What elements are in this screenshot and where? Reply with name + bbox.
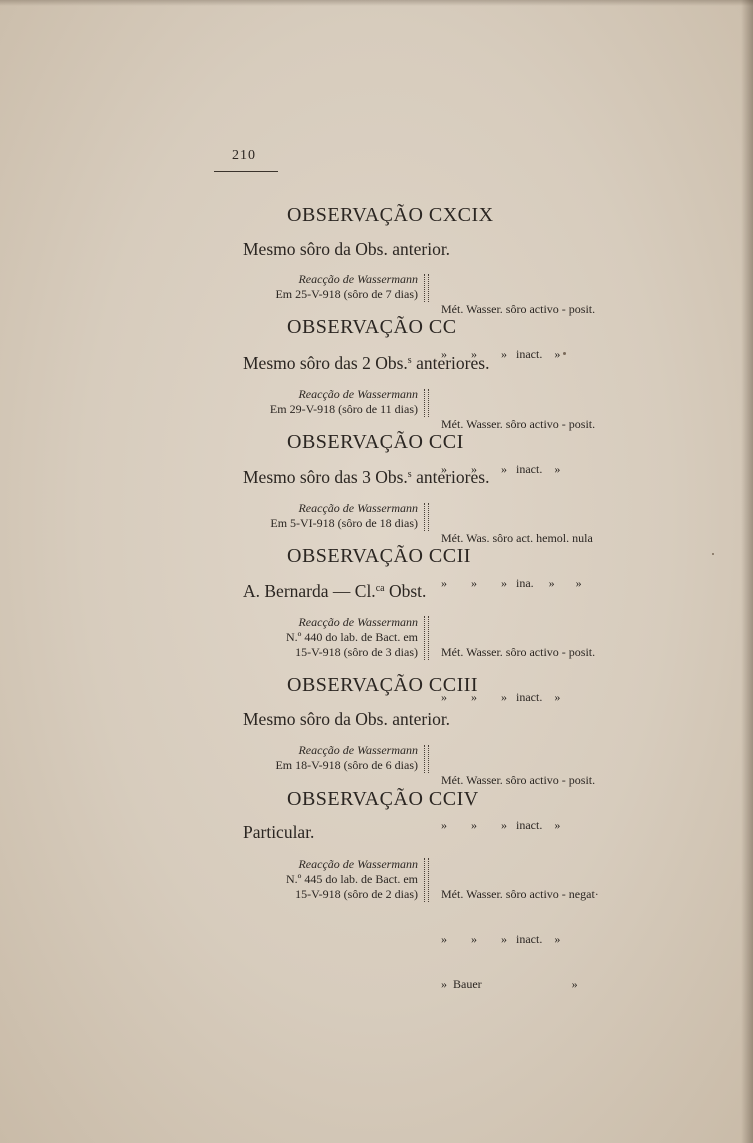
reaction-details (275, 272, 418, 302)
ink-speck (563, 352, 566, 355)
reaction-results (441, 272, 595, 392)
result-line: » » » inact. » (441, 818, 561, 832)
observation-title: OBSERVAÇÃO CCII (287, 545, 471, 567)
intro-text: Mesmo sôro das 2 Obs. (243, 353, 408, 373)
intro-text: anteriores. (411, 467, 490, 487)
observation-intro (243, 353, 489, 374)
intro-superscript: s (407, 469, 412, 480)
observation-intro (243, 581, 426, 602)
reaction-date: 15-V-918 (sôro de 2 dias) (295, 887, 418, 901)
observation-intro: Mesmo sôro da Obs. anterior. (243, 709, 451, 729)
result-line: » » » inact. » (441, 690, 561, 704)
result-line: » » » inact. » (441, 462, 561, 476)
reaction-details (270, 387, 418, 417)
reaction-date: Em 5-VI-918 (sôro de 18 dias) (270, 516, 418, 530)
reaction-details (286, 857, 418, 902)
column-separator (424, 389, 429, 417)
reaction-details (275, 743, 418, 773)
page-number-rule (214, 171, 278, 172)
column-separator (424, 858, 429, 902)
reaction-label: Reacção de Wassermann (298, 743, 418, 757)
reaction-label: Reacção de Wassermann (298, 857, 418, 871)
observation-title: OBSERVAÇÃO CCIII (287, 674, 479, 696)
intro-superscript: s (407, 355, 412, 366)
reaction-results (441, 387, 595, 507)
observation-title: OBSERVAÇÃO CCIV (287, 788, 479, 810)
intro-superscript: ca (375, 583, 385, 594)
reaction-label: Reacção de Wassermann (298, 272, 418, 286)
page-right-shadow (741, 0, 753, 1143)
intro-text: Obst. (384, 581, 427, 601)
ink-speck (712, 553, 714, 555)
reaction-lab-number: N.º 445 do lab. de Bact. em (285, 872, 418, 886)
reaction-label: Reacção de Wassermann (298, 615, 418, 629)
observation-title: OBSERVAÇÃO CXCIX (287, 204, 494, 226)
reaction-date: Em 25-V-918 (sôro de 7 dias) (275, 287, 418, 301)
result-line: Mét. Wasser. sôro activo - posit. (441, 417, 596, 431)
reaction-label: Reacção de Wassermann (298, 387, 418, 401)
column-separator (424, 503, 429, 531)
reaction-lab-number: N.º 440 do lab. de Bact. em (285, 630, 418, 644)
result-line: Mét. Wasser. sôro activo - posit. (441, 773, 596, 787)
reaction-date: 15-V-918 (sôro de 3 dias) (295, 645, 418, 659)
reaction-results (441, 857, 599, 1022)
result-line: » » » inact. » (441, 932, 561, 946)
reaction-details (270, 501, 418, 531)
page-number: 210 (232, 148, 256, 163)
result-line: » Bauer » (441, 977, 578, 991)
page-top-shadow (0, 0, 753, 6)
result-line: » » » ina. » » (441, 576, 582, 590)
column-separator (424, 745, 429, 773)
intro-text: anteriores. (411, 353, 490, 373)
reaction-details (286, 615, 418, 660)
intro-text: Mesmo sôro das 3 Obs. (243, 467, 408, 487)
result-line: Mét. Was. sôro act. hemol. nula (441, 531, 593, 545)
observation-title: OBSERVAÇÃO CC (287, 316, 457, 338)
reaction-date: Em 18-V-918 (sôro de 6 dias) (275, 758, 418, 772)
reaction-label: Reacção de Wassermann (298, 501, 418, 515)
reaction-date: Em 29-V-918 (sôro de 11 dias) (269, 402, 418, 416)
column-separator (424, 274, 429, 302)
observation-intro: Mesmo sôro da Obs. anterior. (243, 239, 451, 259)
column-separator (424, 616, 429, 660)
result-line: Mét. Wasser. sôro activo - negat· (441, 887, 599, 901)
observation-intro (243, 467, 489, 488)
result-line: Mét. Wasser. sôro activo - posit. (441, 302, 596, 316)
intro-text: A. Bernarda — Cl. (243, 581, 376, 601)
result-line: Mét. Wasser. sôro activo - posit. (441, 645, 596, 659)
observation-title: OBSERVAÇÃO CCI (287, 431, 464, 453)
result-line: » » » inact. » (441, 347, 561, 361)
observation-intro: Particular. (243, 822, 315, 842)
